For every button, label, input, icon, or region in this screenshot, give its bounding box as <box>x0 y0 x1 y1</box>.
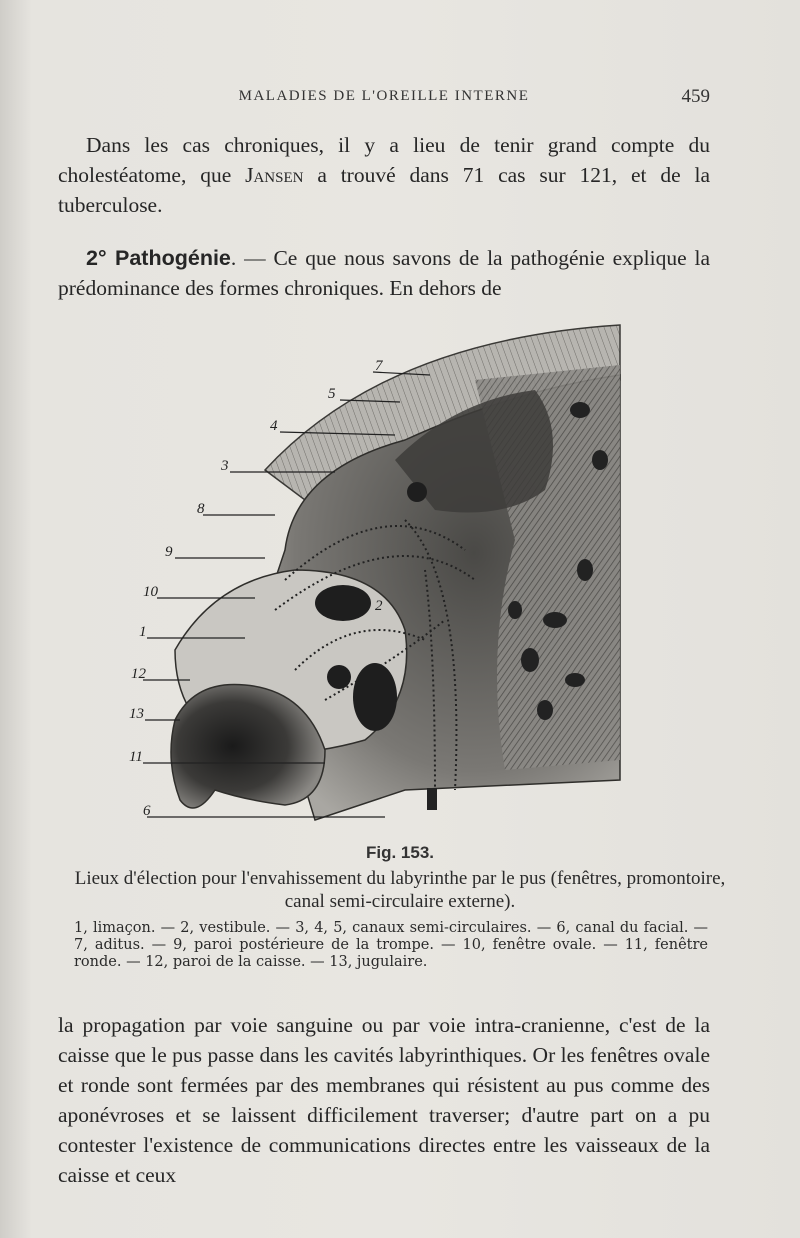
page-number: 459 <box>681 86 710 107</box>
figure-label-9: 9 <box>165 544 173 560</box>
figure-label-10: 10 <box>143 584 158 600</box>
figure-label-4: 4 <box>270 418 278 434</box>
figure-label-8: 8 <box>197 501 205 517</box>
figure-label-5: 5 <box>328 386 336 402</box>
semicircular-canal-section <box>407 482 427 502</box>
oval-window <box>315 585 371 621</box>
paragraph-propagation: la propagation par voie sanguine ou par voie intra-cranienne, c'est de la caisse que le pus passe dans les cavités labyrinthiques. Or les fenêtres ovale et ronde sont fermées par des membranes qui résistent au pus comme des aponévroses et se laissent difficilement traverser; d'autre part on a pu contester l'existence de communications directes entre les vaisseaux de la caisse et ceux <box>58 1013 710 1187</box>
labyrinth-illustration <box>129 320 627 825</box>
figure-label-1: 1 <box>139 624 147 640</box>
figure-label-3: 3 <box>221 458 229 474</box>
paragraph1-text-before: Dans les cas chroniques, il y a lieu de tenir grand compte du cholestéatome, que <box>58 133 710 187</box>
vestibule-opening <box>353 663 397 731</box>
figure-label-2: 2 <box>375 598 383 614</box>
figure-legend: 1, limaçon. — 2, vestibule. — 3, 4, 5, canaux semi-circulaires. — 6, canal du facial. — 7, aditus. — 9, paroi postérieure de la trompe. — 10, fenêtre ovale. — 11, fenêtre ronde. — 12, paroi de la caisse. — 13, jugulaire. <box>74 920 708 970</box>
round-window <box>327 665 351 689</box>
figure-label-6: 6 <box>143 803 151 819</box>
figure-label-11: 11 <box>129 749 143 765</box>
section-heading-pathogenie: 2° Pathogénie <box>86 246 231 270</box>
paragraph1-text-after: a trouvé dans 71 cas sur 121, et de la tuberculose. <box>58 163 710 217</box>
paragraph-pathogenie <box>58 243 710 303</box>
facial-canal-end <box>427 788 437 810</box>
author-jansen: Jansen <box>245 163 304 187</box>
paragraph-cholesteatome <box>58 130 710 220</box>
paragraph2-text: . — Ce que nous savons de la pathogénie explique la prédominance des formes chroniques. En dehors de <box>58 246 710 300</box>
running-head: MALADIES DE L'OREILLE INTERNE <box>238 88 530 104</box>
figure-label-12: 12 <box>131 666 146 682</box>
figure-caption: Lieux d'élection pour l'envahissement du labyrinthe par le pus (fenêtres, promontoire, canal semi-circulaire externe). <box>74 868 726 912</box>
figure-label-7: 7 <box>375 358 383 374</box>
figure-label-13: 13 <box>129 706 144 722</box>
page-header <box>58 88 710 114</box>
figure-title: Fig. 153. <box>365 843 435 862</box>
